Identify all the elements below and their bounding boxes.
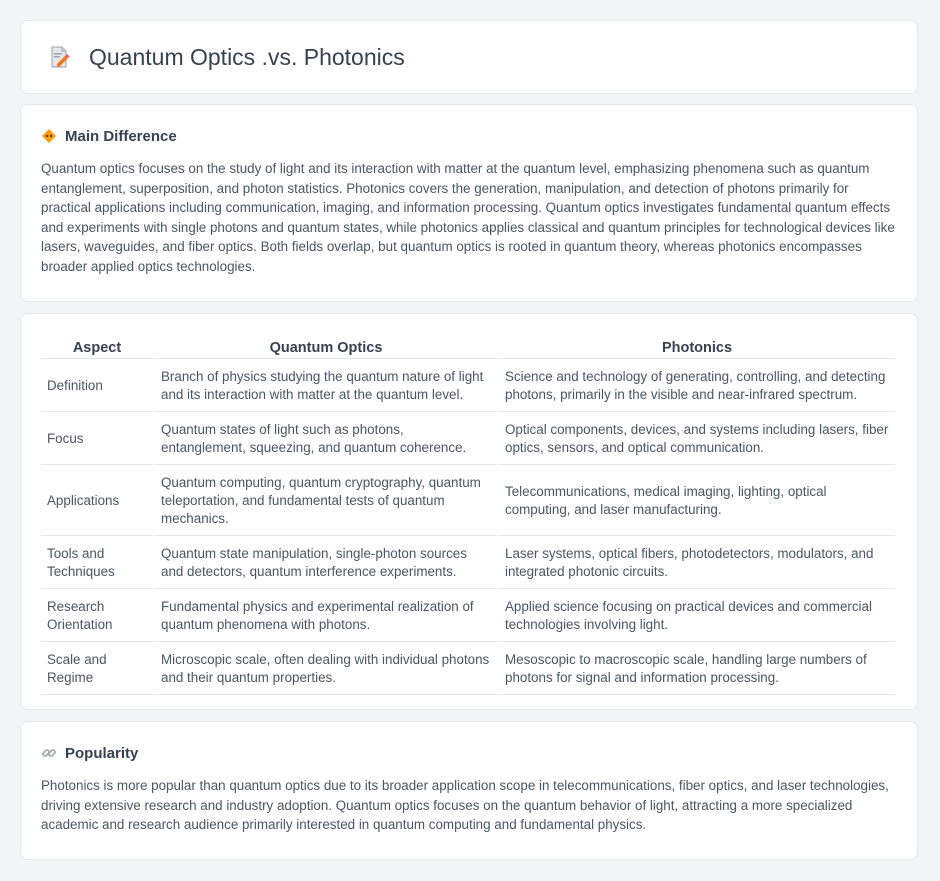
popularity-title: Popularity bbox=[65, 744, 139, 762]
table-row bbox=[41, 644, 895, 695]
quantum-optics-cell: Quantum state manipulation, single-photon sources and detectors, quantum interference experiments. bbox=[155, 538, 497, 589]
table-row bbox=[41, 467, 895, 536]
quantum-optics-cell: Branch of physics studying the quantum nature of light and its interaction with matter at the quantum level. bbox=[155, 361, 497, 412]
photonics-cell: Telecommunications, medical imaging, lighting, optical computing, and laser manufacturing. bbox=[499, 467, 895, 536]
header-aspect: Aspect bbox=[41, 332, 153, 359]
photonics-cell: Science and technology of generating, controlling, and detecting photons, primarily in the visible and near-infrared spectrum. bbox=[499, 361, 895, 412]
main-difference-heading bbox=[41, 125, 897, 147]
aspect-cell: Focus bbox=[41, 414, 153, 465]
aspect-cell: Definition bbox=[41, 361, 153, 412]
popularity-heading bbox=[41, 742, 897, 764]
photonics-cell: Applied science focusing on practical devices and commercial technologies involving light. bbox=[499, 591, 895, 642]
table-header-row bbox=[41, 332, 895, 359]
comparison-table-card bbox=[20, 313, 918, 710]
main-difference-text: Quantum optics focuses on the study of light and its interaction with matter at the quantum level, emphasizing phenomena such as quantum entanglement, superposition, and photon statistics. Photonics covers the generation, manipulation, and detection of photons primarily for practical applications including communication, imaging, and information processing. Quantum optics investigates fundamental quantum effects and experiments with single photons and quantum states, while photonics applies classical and quantum principles for technological devices like lasers, waveguides, and fiber optics. Both fields overlap, but quantum optics is rooted in quantum theory, whereas photonics encompasses broader applied optics technologies. bbox=[41, 161, 895, 274]
photonics-cell: Laser systems, optical fibers, photodetectors, modulators, and integrated photonic circuits. bbox=[499, 538, 895, 589]
header-card bbox=[20, 20, 918, 94]
diamond-icon bbox=[41, 128, 57, 144]
aspect-cell: Scale and Regime bbox=[41, 644, 153, 695]
comparison-table bbox=[39, 330, 897, 697]
photonics-cell: Optical components, devices, and systems including lasers, fiber optics, sensors, and optical communication. bbox=[499, 414, 895, 465]
quantum-optics-cell: Quantum states of light such as photons, entanglement, squeezing, and quantum coherence. bbox=[155, 414, 497, 465]
quantum-optics-cell: Fundamental physics and experimental realization of quantum phenomena with photons. bbox=[155, 591, 497, 642]
header-photonics: Photonics bbox=[499, 332, 895, 359]
popularity-card bbox=[20, 721, 918, 860]
aspect-cell: Applications bbox=[41, 467, 153, 536]
page-title: Quantum Optics .vs. Photonics bbox=[89, 43, 405, 70]
quantum-optics-cell: Quantum computing, quantum cryptography, quantum teleportation, and fundamental tests of quantum mechanics. bbox=[155, 467, 497, 536]
document-pencil-icon bbox=[47, 45, 71, 69]
table-row bbox=[41, 591, 895, 642]
photonics-cell: Mesoscopic to macroscopic scale, handling large numbers of photons for signal and information processing. bbox=[499, 644, 895, 695]
main-difference-title: Main Difference bbox=[65, 127, 177, 145]
aspect-cell: Research Orientation bbox=[41, 591, 153, 642]
main-difference-card bbox=[20, 104, 918, 302]
popularity-text: Photonics is more popular than quantum optics due to its broader application scope in telecommunications, fiber optics, and laser technologies, driving extensive research and industry adoption. Quantum optics focuses on the quantum behavior of light, attracting a more specialized academic and research audience primarily interested in quantum computing and fundamental physics. bbox=[41, 778, 889, 833]
header-quantum-optics: Quantum Optics bbox=[155, 332, 497, 359]
aspect-cell: Tools and Techniques bbox=[41, 538, 153, 589]
link-icon bbox=[41, 745, 57, 761]
table-row bbox=[41, 414, 895, 465]
table-row bbox=[41, 538, 895, 589]
quantum-optics-cell: Microscopic scale, often dealing with individual photons and their quantum properties. bbox=[155, 644, 497, 695]
table-row bbox=[41, 361, 895, 412]
